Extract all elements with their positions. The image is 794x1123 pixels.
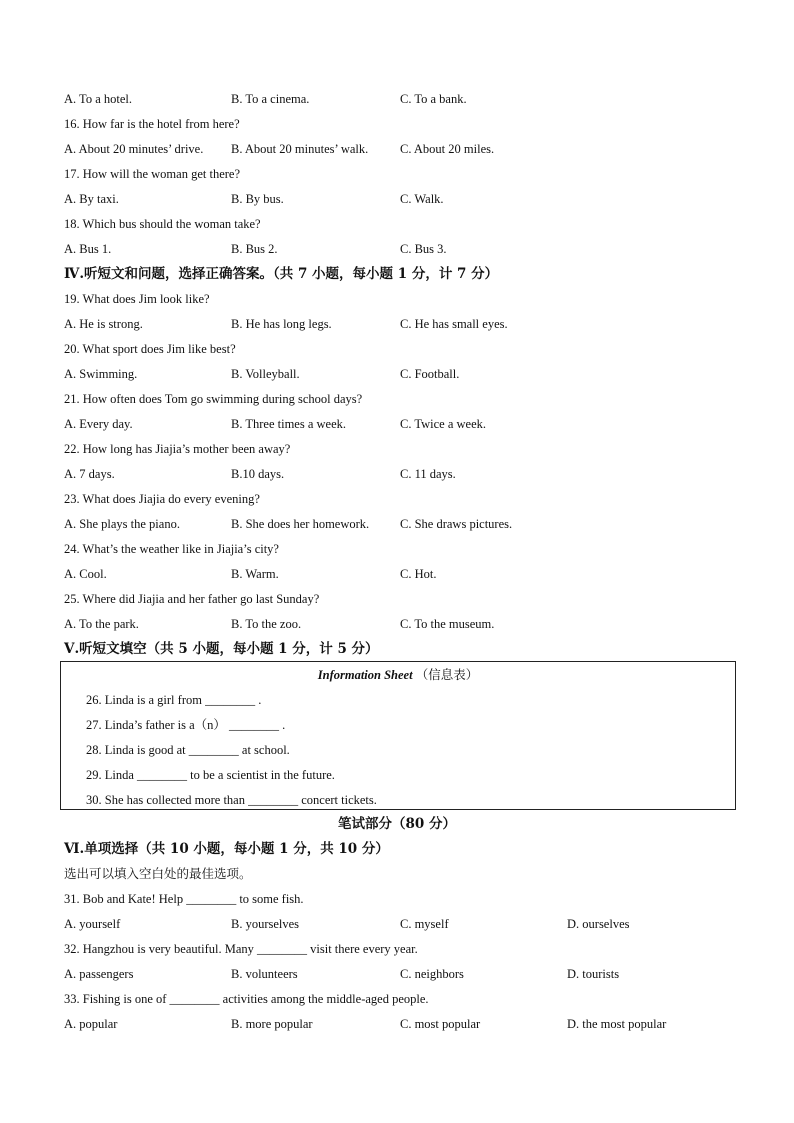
- option-a: A. He is strong.: [64, 317, 143, 331]
- blank-line-29: 29. Linda ________ to be a scientist in the future.: [86, 768, 335, 782]
- q24-options: [64, 566, 744, 582]
- q15-options: [64, 91, 744, 107]
- q33-options: [64, 1016, 744, 1032]
- section-4-heading: Ⅳ.听短文和问题，选择正确答案。（共 7 小题，每小题 1 分，计 7 分）: [64, 266, 499, 282]
- option-b: B.10 days.: [231, 467, 285, 481]
- option-a: A. Every day.: [64, 417, 133, 431]
- option-b: B. Volleyball.: [231, 367, 300, 381]
- option-c: C. He has small eyes.: [400, 317, 508, 331]
- information-sheet-box: [60, 661, 736, 810]
- section-6-instruction: 选出可以填入空白处的最佳选项。: [64, 867, 252, 881]
- information-sheet-title-cn: （信息表）: [415, 668, 479, 682]
- option-b: B. more popular: [231, 1017, 313, 1031]
- q16-options: [64, 141, 744, 157]
- question-25: 25. Where did Jiajia and her father go last Sunday?: [64, 592, 320, 606]
- option-a: A. 7 days.: [64, 467, 115, 481]
- option-a: A. Bus 1.: [64, 242, 112, 256]
- option-b: B. By bus.: [231, 192, 284, 206]
- option-c: C. Twice a week.: [400, 417, 487, 431]
- q23-options: [64, 516, 744, 532]
- information-sheet-title-en: Information Sheet: [317, 668, 413, 682]
- option-c: C. Bus 3.: [400, 242, 447, 256]
- q18-options: [64, 241, 744, 257]
- option-b: B. She does her homework.: [231, 517, 370, 531]
- section-5-heading: Ⅴ.听短文填空（共 5 小题，每小题 1 分，计 5 分）: [64, 641, 379, 657]
- option-a: A. Cool.: [64, 567, 107, 581]
- blank-line-30: 30. She has collected more than ________ concert tickets.: [86, 793, 377, 807]
- option-c: C. Hot.: [400, 567, 437, 581]
- option-b: B. yourselves: [231, 917, 300, 931]
- question-20: 20. What sport does Jim like best?: [64, 342, 236, 356]
- option-a: A. popular: [64, 1017, 118, 1031]
- question-16: 16. How far is the hotel from here?: [64, 117, 240, 131]
- option-c: C. most popular: [400, 1017, 481, 1031]
- q22-options: [64, 466, 744, 482]
- question-31: 31. Bob and Kate! Help ________ to some fish.: [64, 892, 304, 906]
- q19-options: [64, 316, 744, 332]
- option-d: D. ourselves: [567, 917, 630, 931]
- option-b: B. volunteers: [231, 967, 298, 981]
- question-22: 22. How long has Jiajia’s mother been away?: [64, 442, 291, 456]
- option-c: C. She draws pictures.: [400, 517, 513, 531]
- option-c: C. neighbors: [400, 967, 464, 981]
- q31-options: [64, 916, 744, 932]
- option-b: B. About 20 minutes’ walk.: [231, 142, 369, 156]
- blank-line-27: 27. Linda’s father is a（n） ________ .: [86, 718, 286, 732]
- information-sheet-title: [61, 667, 735, 683]
- option-d: D. tourists: [567, 967, 620, 981]
- question-32: 32. Hangzhou is very beautiful. Many ________ visit there every year.: [64, 942, 418, 956]
- question-19: 19. What does Jim look like?: [64, 292, 210, 306]
- option-a: A. passengers: [64, 967, 134, 981]
- option-b: B. To the zoo.: [231, 617, 302, 631]
- option-b: B. Bus 2.: [231, 242, 278, 256]
- option-c: C. To a bank.: [400, 92, 467, 106]
- question-17: 17. How will the woman get there?: [64, 167, 240, 181]
- option-b: B. Warm.: [231, 567, 279, 581]
- option-a: A. About 20 minutes’ drive.: [64, 142, 204, 156]
- written-part-heading: 笔试部分（80 分）: [338, 816, 456, 832]
- option-a: A. By taxi.: [64, 192, 119, 206]
- question-24: 24. What’s the weather like in Jiajia’s city?: [64, 542, 279, 556]
- option-c: C. About 20 miles.: [400, 142, 495, 156]
- q25-options: [64, 616, 744, 632]
- blank-line-26: 26. Linda is a girl from ________ .: [86, 693, 262, 707]
- q21-options: [64, 416, 744, 432]
- question-18: 18. Which bus should the woman take?: [64, 217, 261, 231]
- option-c: C. To the museum.: [400, 617, 495, 631]
- option-c: C. myself: [400, 917, 449, 931]
- option-b: B. Three times a week.: [231, 417, 347, 431]
- blank-line-28: 28. Linda is good at ________ at school.: [86, 743, 290, 757]
- option-a: A. To a hotel.: [64, 92, 132, 106]
- option-c: C. 11 days.: [400, 467, 456, 481]
- option-d: D. the most popular: [567, 1017, 667, 1031]
- q20-options: [64, 366, 744, 382]
- option-c: C. Walk.: [400, 192, 444, 206]
- option-a: A. yourself: [64, 917, 121, 931]
- q17-options: [64, 191, 744, 207]
- option-a: A. To the park.: [64, 617, 139, 631]
- option-a: A. Swimming.: [64, 367, 138, 381]
- option-c: C. Football.: [400, 367, 460, 381]
- question-21: 21. How often does Tom go swimming during school days?: [64, 392, 363, 406]
- q32-options: [64, 966, 744, 982]
- option-b: B. To a cinema.: [231, 92, 310, 106]
- question-33: 33. Fishing is one of ________ activities among the middle-aged people.: [64, 992, 429, 1006]
- option-a: A. She plays the piano.: [64, 517, 180, 531]
- option-b: B. He has long legs.: [231, 317, 332, 331]
- question-23: 23. What does Jiajia do every evening?: [64, 492, 260, 506]
- section-6-heading: Ⅵ.单项选择（共 10 小题，每小题 1 分，共 10 分）: [64, 841, 389, 857]
